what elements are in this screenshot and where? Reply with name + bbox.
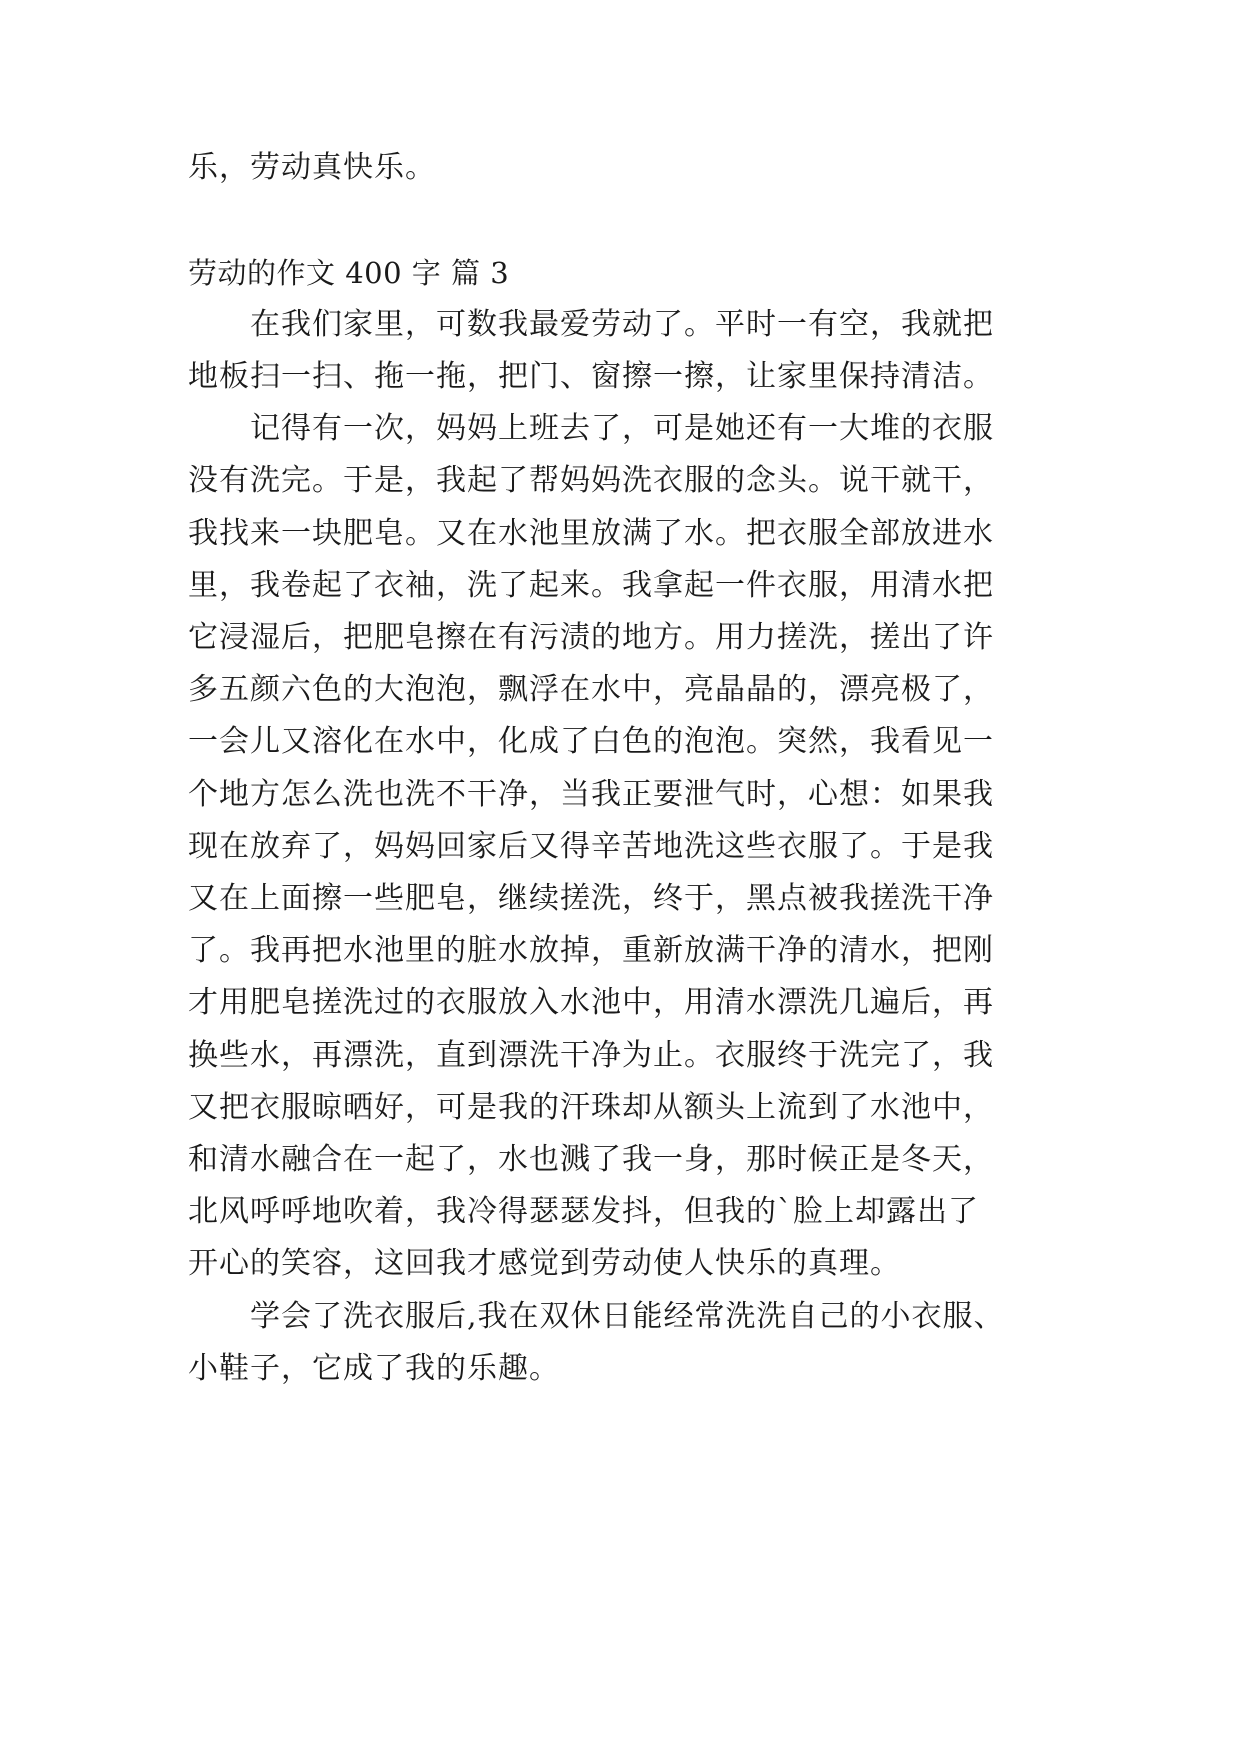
text-line: 个地方怎么洗也洗不干净，当我正要泄气时，心想：如果我 (188, 777, 994, 812)
text-line: 记得有一次，妈妈上班去了，可是她还有一大堆的衣服 (250, 411, 994, 446)
text-line: 多五颜六色的大泡泡，飘浮在水中，亮晶晶的，漂亮极了， (188, 672, 994, 707)
text-line: 学会了洗衣服后,我在双休日能经常洗洗自己的小衣服、 (250, 1299, 1005, 1334)
text-line: 没有洗完。于是，我起了帮妈妈洗衣服的念头。说干就干， (188, 463, 994, 498)
section-heading: 劳动的作文 400 字 篇 3 (188, 256, 510, 290)
text-line: 又在上面擦一些肥皂，继续搓洗，终于，黑点被我搓洗干净 (188, 881, 994, 916)
text-line: 里，我卷起了衣袖，洗了起来。我拿起一件衣服，用清水把 (188, 568, 994, 603)
text-line: 小鞋子，它成了我的乐趣。 (188, 1351, 560, 1386)
text-line: 了。我再把水池里的脏水放掉，重新放满干净的清水，把刚 (188, 933, 994, 968)
text-line: 在我们家里，可数我最爱劳动了。平时一有空，我就把 (250, 307, 994, 342)
text-line: 北风呼呼地吹着，我冷得瑟瑟发抖，但我的`脸上却露出了 (188, 1194, 979, 1229)
text-line: 现在放弃了，妈妈回家后又得辛苦地洗这些衣服了。于是我 (188, 829, 994, 864)
text-line: 地板扫一扫、拖一拖，把门、窗擦一擦，让家里保持清洁。 (188, 359, 994, 394)
text-line: 和清水融合在一起了，水也溅了我一身，那时候正是冬天， (188, 1142, 994, 1177)
text-line: 开心的笑容，这回我才感觉到劳动使人快乐的真理。 (188, 1246, 901, 1281)
text-line: 一会儿又溶化在水中，化成了白色的泡泡。突然，我看见一 (188, 724, 994, 759)
text-line: 它浸湿后，把肥皂擦在有污渍的地方。用力搓洗，搓出了许 (188, 620, 994, 655)
text-line: 换些水，再漂洗，直到漂洗干净为止。衣服终于洗完了，我 (188, 1038, 994, 1073)
text-line: 才用肥皂搓洗过的衣服放入水池中，用清水漂洗几遍后，再 (188, 985, 994, 1020)
continuation-line: 乐，劳动真快乐。 (188, 150, 436, 185)
text-line: 又把衣服晾晒好，可是我的汗珠却从额头上流到了水池中， (188, 1090, 994, 1125)
text-line: 我找来一块肥皂。又在水池里放满了水。把衣服全部放进水 (188, 516, 994, 551)
